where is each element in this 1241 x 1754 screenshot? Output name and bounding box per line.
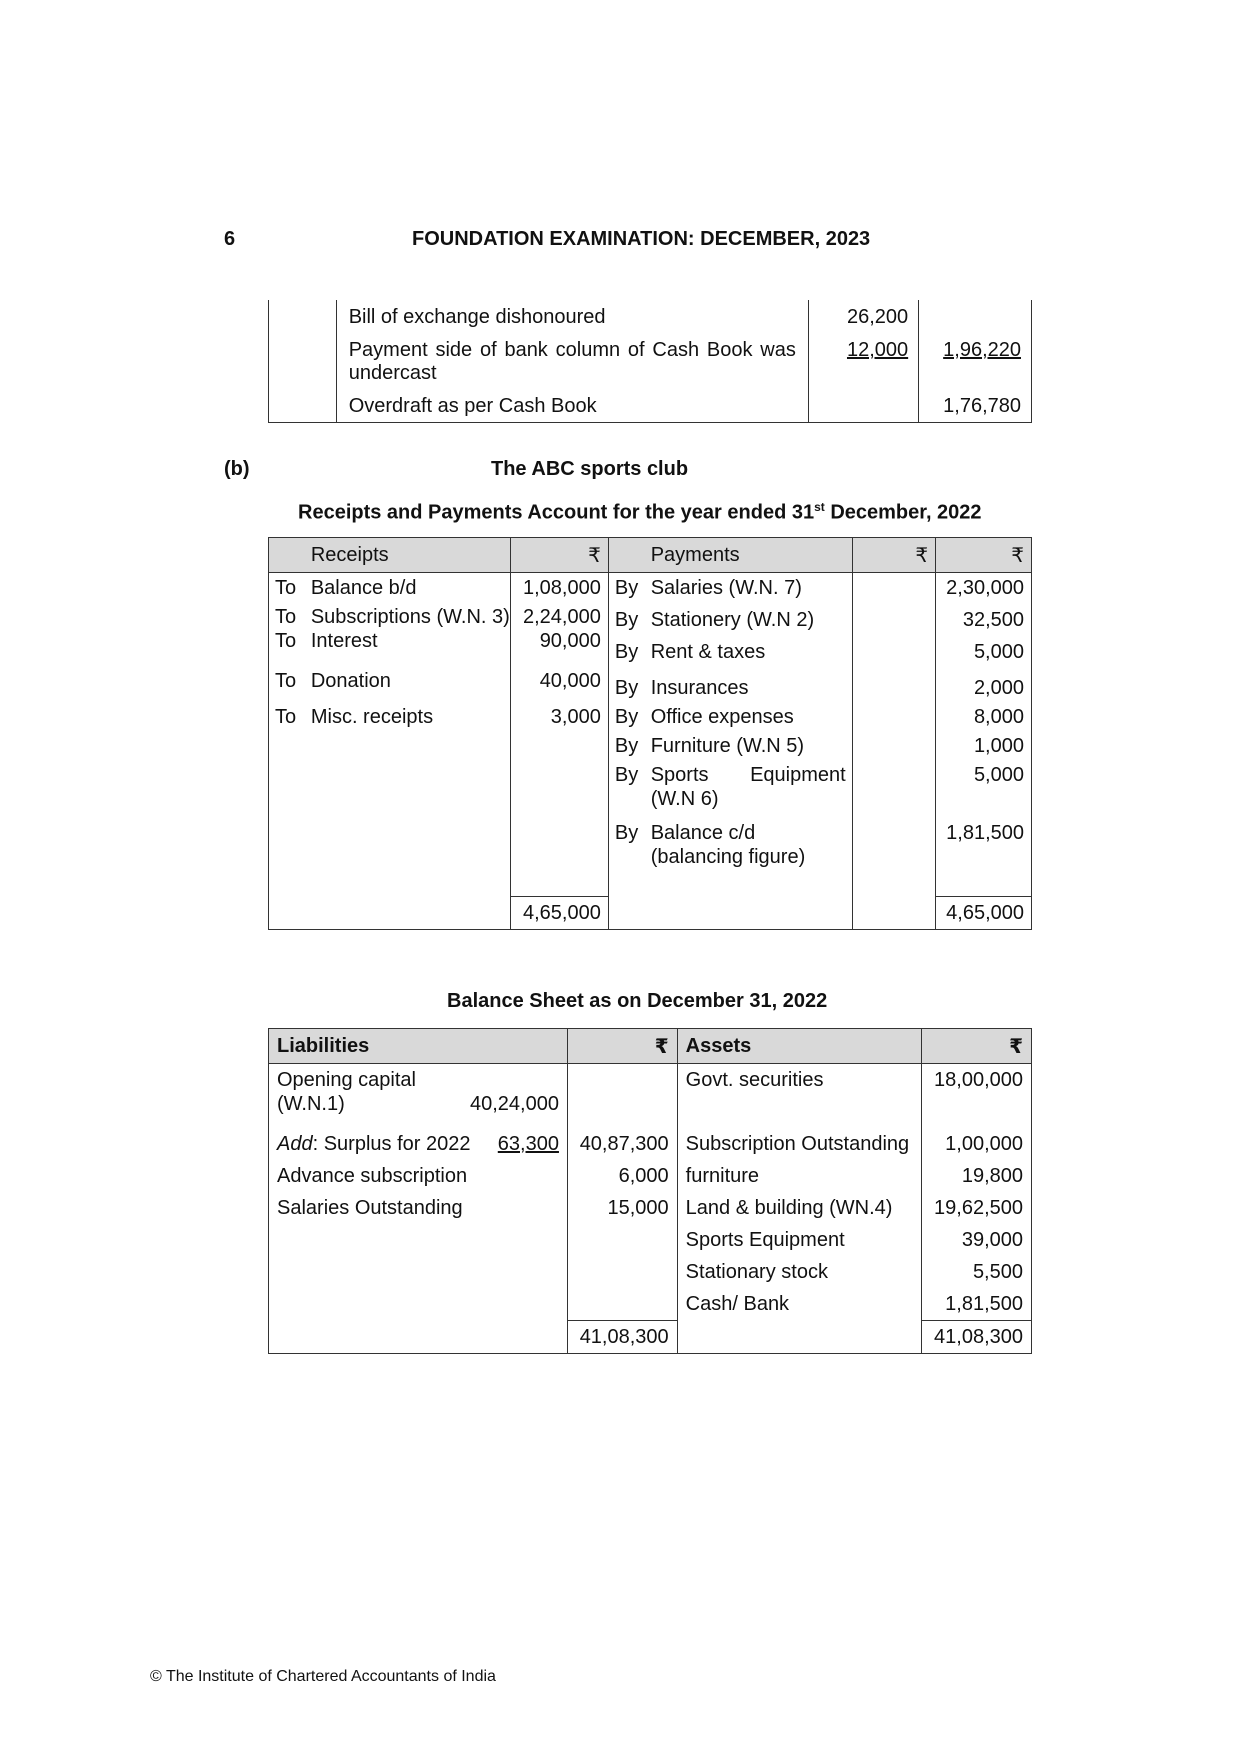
asset-item: Land & building (WN.4) <box>677 1192 922 1224</box>
rupee-header: ₹ <box>511 538 609 573</box>
asset-item: Govt. securities <box>677 1064 922 1129</box>
liability-amount: 15,000 <box>567 1192 677 1224</box>
table-row: By Furniture (W.N 5) 1,000 <box>269 731 1032 760</box>
table-row <box>269 1288 1032 1321</box>
rupee-header: ₹ <box>567 1029 677 1064</box>
table-header-row <box>269 538 1032 573</box>
table-row: To Balance b/d 1,08,000 By Salaries (W.N. 7) 2,30,000 <box>269 573 1032 603</box>
liabilities-total: 41,08,300 <box>567 1321 677 1354</box>
rupee-header: ₹ <box>852 538 935 573</box>
payment-item: Insurances <box>650 677 749 699</box>
table-row <box>269 300 1032 333</box>
bank-row-text: Bill of exchange dishonoured <box>336 300 808 333</box>
table-row <box>269 389 1032 423</box>
receipt-amount: 1,08,000 <box>511 573 609 603</box>
asset-amount: 19,62,500 <box>934 1197 1023 1219</box>
payments-total: 4,65,000 <box>936 896 1032 929</box>
payment-amount: 5,000 <box>973 641 1024 663</box>
table-row <box>269 1192 1032 1224</box>
bank-row-amt1: 26,200 <box>808 300 918 333</box>
payment-item: Office expenses <box>650 706 794 728</box>
payments-header: Payments <box>651 538 853 573</box>
bank-reconciliation-table <box>268 300 1032 423</box>
bank-row-amt2: 1,76,780 <box>919 389 1032 423</box>
rp-title: Receipts and Payments Account for the year ended 31st December, 2022 <box>298 500 982 524</box>
liability-item: Salaries Outstanding <box>269 1192 568 1224</box>
asset-amount: 39,000 <box>961 1229 1023 1251</box>
opening-capital-label: Opening capital <box>277 1069 416 1091</box>
payment-item: Sports Equipment (W.N 6) <box>650 764 846 810</box>
bank-row-amt2 <box>919 300 1032 333</box>
receipt-amount: 2,24,000 <box>523 606 601 628</box>
balance-sheet-table <box>268 1028 1032 1354</box>
table-row: Opening capital (W.N.1) 40,24,000 Govt. securities 18,00,000 <box>269 1064 1032 1129</box>
table-row <box>269 333 1032 389</box>
rupee-header: ₹ <box>936 538 1032 573</box>
asset-amount: 19,800 <box>961 1165 1023 1187</box>
table-row: By Balance c/d (balancing figure) 1,81,500 <box>269 813 1032 896</box>
payment-item: Stationery (W.N 2) <box>650 609 815 631</box>
liability-item: Advance subscription <box>269 1160 568 1192</box>
surplus-value: 63,300 <box>497 1133 559 1155</box>
total-row <box>269 896 1032 929</box>
receipt-amount: 3,000 <box>511 702 609 731</box>
bank-row-text: Payment side of bank column of Cash Book was undercast <box>336 333 808 389</box>
table-row: To To Subscriptions (W.N. 3) Interest 2,24,000 90,000 By By Stationery (W.N 2) Rent & taxes 32,500 5,000 <box>269 602 1032 666</box>
section-label: (b) <box>224 458 250 480</box>
bank-row-text: Overdraft as per Cash Book <box>336 389 808 423</box>
page-header: FOUNDATION EXAMINATION: DECEMBER, 2023 <box>412 228 871 250</box>
asset-amount: 1,81,500 <box>945 1293 1023 1315</box>
page-number: 6 <box>224 228 236 250</box>
bank-row-amt1: 12,000 <box>846 339 909 361</box>
table-row <box>269 1256 1032 1288</box>
asset-amount: 5,500 <box>972 1261 1023 1283</box>
receipt-item: Balance b/d <box>310 577 417 599</box>
asset-amount: 1,00,000 <box>945 1133 1023 1155</box>
payment-amount: 2,30,000 <box>936 573 1032 603</box>
payment-amount: 8,000 <box>936 702 1032 731</box>
bank-row-amt2: 1,96,220 <box>943 339 1021 361</box>
asset-item: furniture <box>677 1160 922 1192</box>
table-row: Add: Surplus for 2022 63,300 40,87,300 Subscription Outstanding 1,00,000 <box>269 1128 1032 1160</box>
asset-amount: 18,00,000 <box>934 1069 1023 1091</box>
bank-row-amt1 <box>808 389 918 423</box>
receipt-item: Subscriptions (W.N. 3) <box>310 606 510 628</box>
payment-item: Rent & taxes <box>650 641 766 663</box>
payment-amount: 2,000 <box>936 666 1032 702</box>
liabilities-header: Liabilities <box>269 1029 568 1064</box>
table-row: To Misc. receipts 3,000 By Office expenses 8,000 <box>269 702 1032 731</box>
payment-item: Salaries (W.N. 7) <box>650 577 802 599</box>
assets-header: Assets <box>677 1029 922 1064</box>
asset-item: Stationary stock <box>677 1256 922 1288</box>
receipt-item: Donation <box>310 670 391 692</box>
payment-item: Furniture (W.N 5) <box>650 735 805 757</box>
capital-total: 40,87,300 <box>567 1128 677 1160</box>
payment-item: Balance c/d (balancing figure) <box>650 822 806 868</box>
payment-amount: 1,81,500 <box>936 813 1032 896</box>
receipt-amount: 40,000 <box>511 666 609 702</box>
bs-title: Balance Sheet as on December 31, 2022 <box>447 990 828 1012</box>
asset-item: Subscription Outstanding <box>677 1128 922 1160</box>
payment-amount: 5,000 <box>936 760 1032 813</box>
receipts-payments-table <box>268 537 1032 930</box>
assets-total: 41,08,300 <box>922 1321 1032 1354</box>
receipts-total: 4,65,000 <box>511 896 609 929</box>
rupee-header: ₹ <box>922 1029 1032 1064</box>
receipt-item: Misc. receipts <box>310 706 434 728</box>
asset-item: Cash/ Bank <box>677 1288 922 1321</box>
table-row: By Sports Equipment (W.N 6) 5,000 <box>269 760 1032 813</box>
total-row <box>269 1321 1032 1354</box>
table-header-row <box>269 1029 1032 1064</box>
page-footer: © The Institute of Chartered Accountants of India <box>150 1668 496 1685</box>
asset-item: Sports Equipment <box>677 1224 922 1256</box>
club-name: The ABC sports club <box>491 458 689 480</box>
receipt-item: Interest <box>310 630 378 652</box>
receipts-header: Receipts <box>311 538 511 573</box>
receipt-amount: 90,000 <box>539 630 601 652</box>
payment-amount: 1,000 <box>936 731 1032 760</box>
table-row <box>269 1224 1032 1256</box>
liability-amount: 6,000 <box>567 1160 677 1192</box>
table-row <box>269 1160 1032 1192</box>
opening-capital-value: 40,24,000 <box>469 1093 559 1115</box>
payment-amount: 32,500 <box>962 609 1024 631</box>
table-row: To Donation 40,000 By Insurances 2,000 <box>269 666 1032 702</box>
